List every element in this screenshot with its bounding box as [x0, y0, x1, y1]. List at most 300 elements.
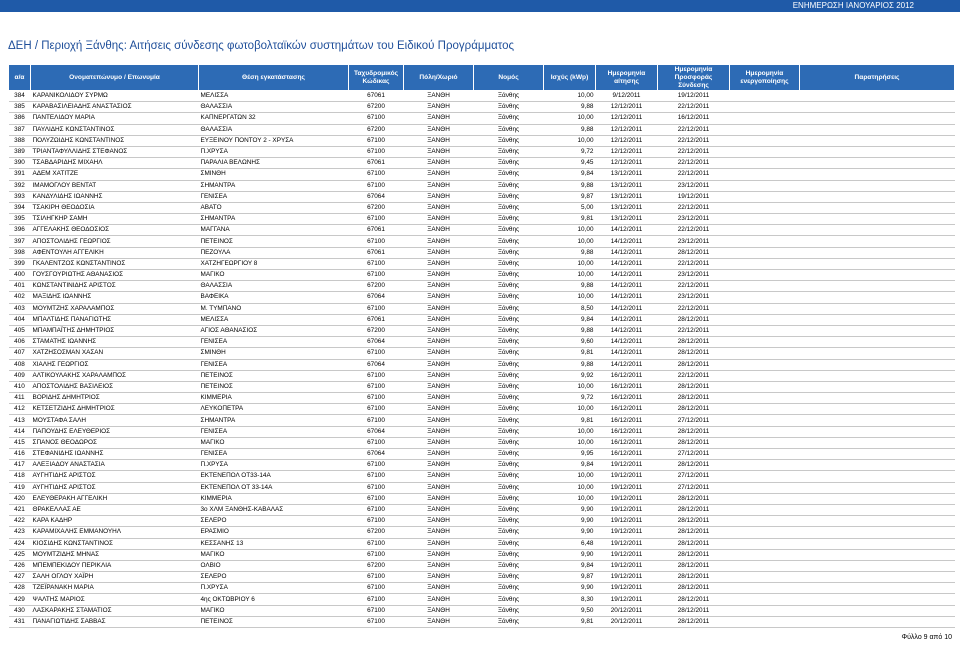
table-cell: ΣΜΙΝΘΗ — [199, 169, 349, 180]
table-cell — [730, 303, 800, 314]
table-cell: 67200 — [349, 124, 404, 135]
table-cell: 413 — [9, 415, 31, 426]
table-cell — [800, 348, 955, 359]
table-cell: 19/12/2011 — [596, 460, 658, 471]
table-cell — [800, 583, 955, 594]
table-cell: 10,00 — [544, 135, 596, 146]
table-cell: 419 — [9, 482, 31, 493]
table-cell: 67100 — [349, 370, 404, 381]
table-cell — [730, 527, 800, 538]
table-cell: 398 — [9, 247, 31, 258]
table-cell: ΚΑΡΑΜΙΧΑΛΗΣ ΕΜΜΑΝΟΥΗΛ — [31, 527, 199, 538]
table-cell: 406 — [9, 337, 31, 348]
table-cell: 22/12/2011 — [658, 303, 730, 314]
table-cell: ΚΑΡΑ ΚΑΔΗΡ — [31, 516, 199, 527]
table-cell — [800, 135, 955, 146]
column-header: Ημερομηνία ενεργοποίησης — [730, 65, 800, 91]
table-cell: ΧΑΤΖΗΣΟΣΜΑΝ ΧΑΣΑΝ — [31, 348, 199, 359]
column-header: Ημερομηνία αίτησης — [596, 65, 658, 91]
table-cell: 9,87 — [544, 572, 596, 583]
table-cell: ΜΟΥΣΤΑΦΑ ΣΑΛΗ — [31, 415, 199, 426]
table-cell: 28/12/2011 — [658, 247, 730, 258]
table-cell: 14/12/2011 — [596, 270, 658, 281]
table-cell: 13/12/2011 — [596, 191, 658, 202]
table-cell: 14/12/2011 — [596, 325, 658, 336]
table-cell — [800, 270, 955, 281]
table-cell — [800, 471, 955, 482]
table-cell — [730, 516, 800, 527]
table-cell: Ξάνθης — [474, 482, 544, 493]
table-row — [9, 303, 955, 314]
table-cell: 427 — [9, 572, 31, 583]
table-cell: 28/12/2011 — [658, 381, 730, 392]
table-row — [9, 393, 955, 404]
table-cell: 14/12/2011 — [596, 236, 658, 247]
table-row — [9, 538, 955, 549]
table-cell — [800, 504, 955, 515]
table-cell — [800, 572, 955, 583]
table-cell: 16/12/2011 — [658, 113, 730, 124]
table-cell: 8,30 — [544, 594, 596, 605]
table-cell: 67200 — [349, 202, 404, 213]
table-cell: ΜΑΓΓΑΝΑ — [199, 225, 349, 236]
table-cell: ΜΑΓΙΚΟ — [199, 270, 349, 281]
table-row — [9, 270, 955, 281]
table-cell: Π.ΧΡΥΣΑ — [199, 146, 349, 157]
table-cell — [800, 393, 955, 404]
table-cell: 14/12/2011 — [596, 348, 658, 359]
table-cell: 67064 — [349, 337, 404, 348]
table-cell: 10,00 — [544, 292, 596, 303]
table-cell: 19/12/2011 — [596, 471, 658, 482]
table-cell: 19/12/2011 — [658, 191, 730, 202]
table-cell: ΚΕΣΣΑΝΗΣ 13 — [199, 538, 349, 549]
table-cell: 403 — [9, 303, 31, 314]
table-cell: ΞΑΝΘΗ — [404, 415, 474, 426]
table-cell — [800, 415, 955, 426]
table-cell: ΚΙΜΜΕΡΙΑ — [199, 393, 349, 404]
table-cell — [730, 247, 800, 258]
table-cell: 14/12/2011 — [596, 281, 658, 292]
table-cell: 9,90 — [544, 583, 596, 594]
table-cell — [730, 146, 800, 157]
table-cell: Ξάνθης — [474, 381, 544, 392]
table-cell: ΕΚΤΕΝΕΠΟΛ ΟΤ 33-14Α — [199, 482, 349, 493]
table-cell: ΞΑΝΘΗ — [404, 102, 474, 113]
table-cell: ΠΑΝΤΕΛΙΔΟΥ ΜΑΡΙΑ — [31, 113, 199, 124]
table-cell: 9,45 — [544, 158, 596, 169]
table-cell: ΣΗΜΑΝΤΡΑ — [199, 180, 349, 191]
table-cell — [800, 258, 955, 269]
table-cell: Ξάνθης — [474, 572, 544, 583]
column-header: Ονοματεπώνυμο / Επωνυμία — [31, 65, 199, 91]
table-cell: 384 — [9, 91, 31, 102]
table-cell — [730, 270, 800, 281]
table-cell: ΞΑΝΘΗ — [404, 393, 474, 404]
table-cell — [730, 504, 800, 515]
table-cell: 28/12/2011 — [658, 538, 730, 549]
table-cell: Ξάνθης — [474, 158, 544, 169]
table-cell: 414 — [9, 426, 31, 437]
table-cell: 387 — [9, 124, 31, 135]
table-cell: ΞΑΝΘΗ — [404, 146, 474, 157]
table-cell: Ξάνθης — [474, 504, 544, 515]
table-row — [9, 549, 955, 560]
table-cell: 14/12/2011 — [596, 247, 658, 258]
table-row — [9, 560, 955, 571]
table-cell: ΞΑΝΘΗ — [404, 303, 474, 314]
table-cell: 67100 — [349, 236, 404, 247]
table-cell: 10,00 — [544, 493, 596, 504]
table-cell: 10,00 — [544, 258, 596, 269]
table-cell: Μ. ΤΥΜΠΑΝΟ — [199, 303, 349, 314]
table-cell: Ξάνθης — [474, 236, 544, 247]
table-row — [9, 124, 955, 135]
table-cell: 22/12/2011 — [658, 325, 730, 336]
table-cell: Ξάνθης — [474, 91, 544, 102]
table-cell: 10,00 — [544, 91, 596, 102]
table-cell: ΞΑΝΘΗ — [404, 348, 474, 359]
table-cell: 389 — [9, 146, 31, 157]
table-cell: 10,00 — [544, 426, 596, 437]
table-cell: 67100 — [349, 605, 404, 616]
table-row — [9, 91, 955, 102]
table-cell: ΑΠΟΣΤΟΛΙΔΗΣ ΓΕΩΡΓΙΟΣ — [31, 236, 199, 247]
table-cell — [730, 437, 800, 448]
table-cell: 9,92 — [544, 370, 596, 381]
table-cell: 12/12/2011 — [596, 102, 658, 113]
table-cell: 402 — [9, 292, 31, 303]
table-cell: 20/12/2011 — [596, 605, 658, 616]
table-cell: ΤΣΙΛΗΓΚΗΡ ΣΑΜΗ — [31, 214, 199, 225]
table-cell: 9,88 — [544, 124, 596, 135]
table-cell: ΘΑΛΑΣΣΙΑ — [199, 102, 349, 113]
table-cell: ΞΑΝΘΗ — [404, 549, 474, 560]
table-cell: 408 — [9, 359, 31, 370]
table-cell — [800, 247, 955, 258]
table-cell: Ξάνθης — [474, 471, 544, 482]
table-cell: Ξάνθης — [474, 370, 544, 381]
table-cell — [800, 616, 955, 627]
table-cell: 67100 — [349, 482, 404, 493]
table-cell: 16/12/2011 — [596, 426, 658, 437]
table-cell: 426 — [9, 560, 31, 571]
table-cell — [800, 191, 955, 202]
table-cell: 28/12/2011 — [658, 426, 730, 437]
table-cell: 10,00 — [544, 381, 596, 392]
table-cell: ΠΑΥΛΙΔΗΣ ΚΩΝΣΤΑΝΤΙΝΟΣ — [31, 124, 199, 135]
table-row — [9, 236, 955, 247]
table-cell: 67064 — [349, 426, 404, 437]
table-cell: ΞΑΝΘΗ — [404, 270, 474, 281]
table-cell: 391 — [9, 169, 31, 180]
table-cell — [730, 348, 800, 359]
table-cell: ΞΑΝΘΗ — [404, 471, 474, 482]
table-cell: Ξάνθης — [474, 348, 544, 359]
table-cell: ΜΑΞΙΔΗΣ ΙΩΑΝΝΗΣ — [31, 292, 199, 303]
table-cell — [800, 202, 955, 213]
table-cell: 28/12/2011 — [658, 616, 730, 627]
table-cell: Ξάνθης — [474, 493, 544, 504]
table-cell: 19/12/2011 — [596, 538, 658, 549]
table-cell: 400 — [9, 270, 31, 281]
header-row — [9, 65, 955, 91]
table-cell — [730, 549, 800, 560]
table-cell: ΞΑΝΘΗ — [404, 225, 474, 236]
table-cell: 67100 — [349, 180, 404, 191]
table-cell: ΞΑΝΘΗ — [404, 91, 474, 102]
table-cell: Ξάνθης — [474, 169, 544, 180]
table-cell — [730, 91, 800, 102]
table-cell — [800, 180, 955, 191]
table-cell: 9,84 — [544, 560, 596, 571]
table-cell: 67100 — [349, 583, 404, 594]
table-cell: 430 — [9, 605, 31, 616]
table-cell: 405 — [9, 325, 31, 336]
table-cell: 10,00 — [544, 236, 596, 247]
table-cell: ΣΑΛΗ ΟΓΛΟΥ ΧΑΪΡΗ — [31, 572, 199, 583]
table-cell: ΞΑΝΘΗ — [404, 616, 474, 627]
table-cell: 9,90 — [544, 527, 596, 538]
table-cell — [730, 482, 800, 493]
table-row — [9, 225, 955, 236]
table-cell: 28/12/2011 — [658, 527, 730, 538]
table-cell: 424 — [9, 538, 31, 549]
table-cell: 10,00 — [544, 113, 596, 124]
table-cell: ΞΑΝΘΗ — [404, 527, 474, 538]
table-cell — [800, 605, 955, 616]
table-cell: 19/12/2011 — [596, 583, 658, 594]
table-row — [9, 202, 955, 213]
table-cell: ΤΖΕΪΡΑΝΑΚΗ ΜΑΡΙΑ — [31, 583, 199, 594]
table-row — [9, 449, 955, 460]
table-cell: ΕΥΞΕΙΝΟΥ ΠΟΝΤΟΥ 2 - ΧΡΥΣΑ — [199, 135, 349, 146]
table-cell: ΠΕΖΟΥΛΑ — [199, 247, 349, 258]
table-cell: 67100 — [349, 113, 404, 124]
table-cell: 10,00 — [544, 482, 596, 493]
table-cell: ΜΠΕΜΠΕΚΙΔΟΥ ΠΕΡΙΚΛΙΑ — [31, 560, 199, 571]
table-cell: ΞΑΝΘΗ — [404, 337, 474, 348]
table-row — [9, 314, 955, 325]
page-footer: Φύλλο 9 από 10 — [901, 634, 952, 641]
table-cell: 67200 — [349, 102, 404, 113]
table-cell: ΞΑΝΘΗ — [404, 482, 474, 493]
table-cell — [800, 292, 955, 303]
table-cell — [730, 415, 800, 426]
table-cell: 67061 — [349, 247, 404, 258]
table-cell: 9,88 — [544, 180, 596, 191]
table-cell: ΞΑΝΘΗ — [404, 370, 474, 381]
table-cell: 392 — [9, 180, 31, 191]
table-cell — [730, 393, 800, 404]
table-cell: 16/12/2011 — [596, 449, 658, 460]
column-header: Πόλη/Χωριό — [404, 65, 474, 91]
table-cell: 28/12/2011 — [658, 460, 730, 471]
table-row — [9, 381, 955, 392]
table-cell: 9,84 — [544, 460, 596, 471]
table-cell: 28/12/2011 — [658, 348, 730, 359]
table-cell: 19/12/2011 — [596, 482, 658, 493]
table-cell — [800, 337, 955, 348]
table-row — [9, 102, 955, 113]
table-cell: 420 — [9, 493, 31, 504]
table-cell — [730, 191, 800, 202]
table-cell: 67100 — [349, 538, 404, 549]
table-cell: 429 — [9, 594, 31, 605]
table-cell: 9,88 — [544, 102, 596, 113]
table-cell: 9,88 — [544, 247, 596, 258]
table-row — [9, 281, 955, 292]
table-cell — [800, 214, 955, 225]
table-cell: 409 — [9, 370, 31, 381]
table-cell: 425 — [9, 549, 31, 560]
table-cell: 9,95 — [544, 449, 596, 460]
table-cell — [730, 460, 800, 471]
table-cell: ΧΙΑΛΗΣ ΓΕΩΡΓΙΟΣ — [31, 359, 199, 370]
table-cell: 13/12/2011 — [596, 214, 658, 225]
table-cell: ΞΑΝΘΗ — [404, 281, 474, 292]
table-cell: Ξάνθης — [474, 225, 544, 236]
table-cell: 67100 — [349, 270, 404, 281]
table-cell: ΑΦΕΝΤΟΥΛΗ ΑΓΓΕΛΙΚΗ — [31, 247, 199, 258]
table-cell: 9,84 — [544, 169, 596, 180]
table-row — [9, 404, 955, 415]
table-cell: 28/12/2011 — [658, 404, 730, 415]
table-cell: 9,81 — [544, 348, 596, 359]
table-cell: 67100 — [349, 572, 404, 583]
table-cell: ΧΑΤΖΗΓΕΩΡΓΙΟΥ 8 — [199, 258, 349, 269]
table-cell: 393 — [9, 191, 31, 202]
table-cell: ΠΕΤΕΙΝΟΣ — [199, 236, 349, 247]
table-cell: ΣΕΛΕΡΟ — [199, 572, 349, 583]
table-cell — [800, 404, 955, 415]
table-cell: 19/12/2011 — [596, 560, 658, 571]
table-cell: 67100 — [349, 460, 404, 471]
table-cell: 14/12/2011 — [596, 337, 658, 348]
column-header: α/α — [9, 65, 31, 91]
table-cell: Ξάνθης — [474, 191, 544, 202]
table-cell: 415 — [9, 437, 31, 448]
table-row — [9, 415, 955, 426]
table-cell: ΞΑΝΘΗ — [404, 560, 474, 571]
table-cell: ΞΑΝΘΗ — [404, 113, 474, 124]
table-cell: 9,90 — [544, 504, 596, 515]
table-cell: Ξάνθης — [474, 549, 544, 560]
table-cell: ΜΑΓΙΚΟ — [199, 437, 349, 448]
table-cell — [800, 549, 955, 560]
table-cell: 28/12/2011 — [658, 594, 730, 605]
table-cell: 404 — [9, 314, 31, 325]
table-cell — [800, 359, 955, 370]
table-row — [9, 113, 955, 124]
table-cell: 388 — [9, 135, 31, 146]
top-bar — [0, 0, 960, 12]
table-cell: 67064 — [349, 191, 404, 202]
table-row — [9, 605, 955, 616]
table-cell — [730, 214, 800, 225]
table-cell: 10,00 — [544, 471, 596, 482]
table-cell: 67064 — [349, 292, 404, 303]
table-cell — [730, 292, 800, 303]
table-cell: ΑΛΕΞΙΑΔΟΥ ΑΝΑΣΤΑΣΙΑ — [31, 460, 199, 471]
table-cell: ΜΑΓΙΚΟ — [199, 549, 349, 560]
table-cell — [800, 303, 955, 314]
table-cell: 12/12/2011 — [596, 124, 658, 135]
table-cell: 10,00 — [544, 404, 596, 415]
table-cell: ΑΒΑΤΟ — [199, 202, 349, 213]
table-cell: 28/12/2011 — [658, 337, 730, 348]
table-cell — [730, 404, 800, 415]
table-cell: ΞΑΝΘΗ — [404, 460, 474, 471]
table-cell: Ξάνθης — [474, 516, 544, 527]
table-row — [9, 493, 955, 504]
table-cell: Ξάνθης — [474, 281, 544, 292]
table-cell: Ξάνθης — [474, 426, 544, 437]
table-body — [9, 91, 955, 628]
table-cell: ΚΙΜΜΕΡΙΑ — [199, 493, 349, 504]
table-cell: ΘΑΛΑΣΣΙΑ — [199, 124, 349, 135]
table-cell: ΛΕΥΚΟΠΕΤΡΑ — [199, 404, 349, 415]
table-row — [9, 527, 955, 538]
table-cell: ΞΑΝΘΗ — [404, 325, 474, 336]
table-cell: 422 — [9, 516, 31, 527]
table-cell: 22/12/2011 — [658, 169, 730, 180]
table-cell: ΘΡΑΚΕΛΛΑΣ ΑΕ — [31, 504, 199, 515]
table-cell: Ξάνθης — [474, 314, 544, 325]
table-cell: ΣΕΛΕΡΟ — [199, 516, 349, 527]
table-cell: Ξάνθης — [474, 404, 544, 415]
table-row — [9, 180, 955, 191]
table-cell: 9,60 — [544, 337, 596, 348]
table-cell: Ξάνθης — [474, 270, 544, 281]
table-cell: ΑΠΟΣΤΟΛΙΔΗΣ ΒΑΣΙΛΕΙΟΣ — [31, 381, 199, 392]
table-cell: ΠΑΠΟΥΔΗΣ ΕΛΕΥΘΕΡΙΟΣ — [31, 426, 199, 437]
column-header: Ημερομηνία Προσφοράς Σύνδεσης — [658, 65, 730, 91]
table-cell — [730, 281, 800, 292]
table-cell: 67100 — [349, 146, 404, 157]
table-cell: Ξάνθης — [474, 393, 544, 404]
table-cell: ΛΑΣΚΑΡΑΚΗΣ ΣΤΑΜΑΤΙΟΣ — [31, 605, 199, 616]
table-cell: 12/12/2011 — [596, 113, 658, 124]
table-row — [9, 426, 955, 437]
table-cell: ΜΕΛΙΣΣΑ — [199, 91, 349, 102]
table-cell: ΕΛΕΥΘΕΡΑΚΗ ΑΓΓΕΛΙΚΗ — [31, 493, 199, 504]
table-cell — [800, 91, 955, 102]
table-cell: 19/12/2011 — [596, 516, 658, 527]
table-row — [9, 370, 955, 381]
table-cell: 67100 — [349, 504, 404, 515]
table-cell: 28/12/2011 — [658, 572, 730, 583]
table-cell: 9,50 — [544, 605, 596, 616]
table-cell: 22/12/2011 — [658, 281, 730, 292]
table-cell — [730, 325, 800, 336]
table-cell — [800, 437, 955, 448]
table-cell: ΓΚΑΛΕΝΤΖΟΣ ΚΩΝΣΤΑΝΤΙΝΟΣ — [31, 258, 199, 269]
table-cell: ΤΡΙΑΝΤΑΦΥΛΛΙΔΗΣ ΣΤΕΦΑΝΟΣ — [31, 146, 199, 157]
table-cell: 401 — [9, 281, 31, 292]
table-row — [9, 325, 955, 336]
table-cell — [800, 426, 955, 437]
table-cell — [730, 158, 800, 169]
table-cell: ΠΕΤΕΙΝΟΣ — [199, 370, 349, 381]
table-cell: ΤΣΑΚΙΡΗ ΘΕΟΔΟΣΙΑ — [31, 202, 199, 213]
table-row — [9, 437, 955, 448]
table-cell: 28/12/2011 — [658, 516, 730, 527]
table-cell: 390 — [9, 158, 31, 169]
table-cell: ΞΑΝΘΗ — [404, 426, 474, 437]
table-cell — [730, 560, 800, 571]
table-cell: 9,88 — [544, 281, 596, 292]
